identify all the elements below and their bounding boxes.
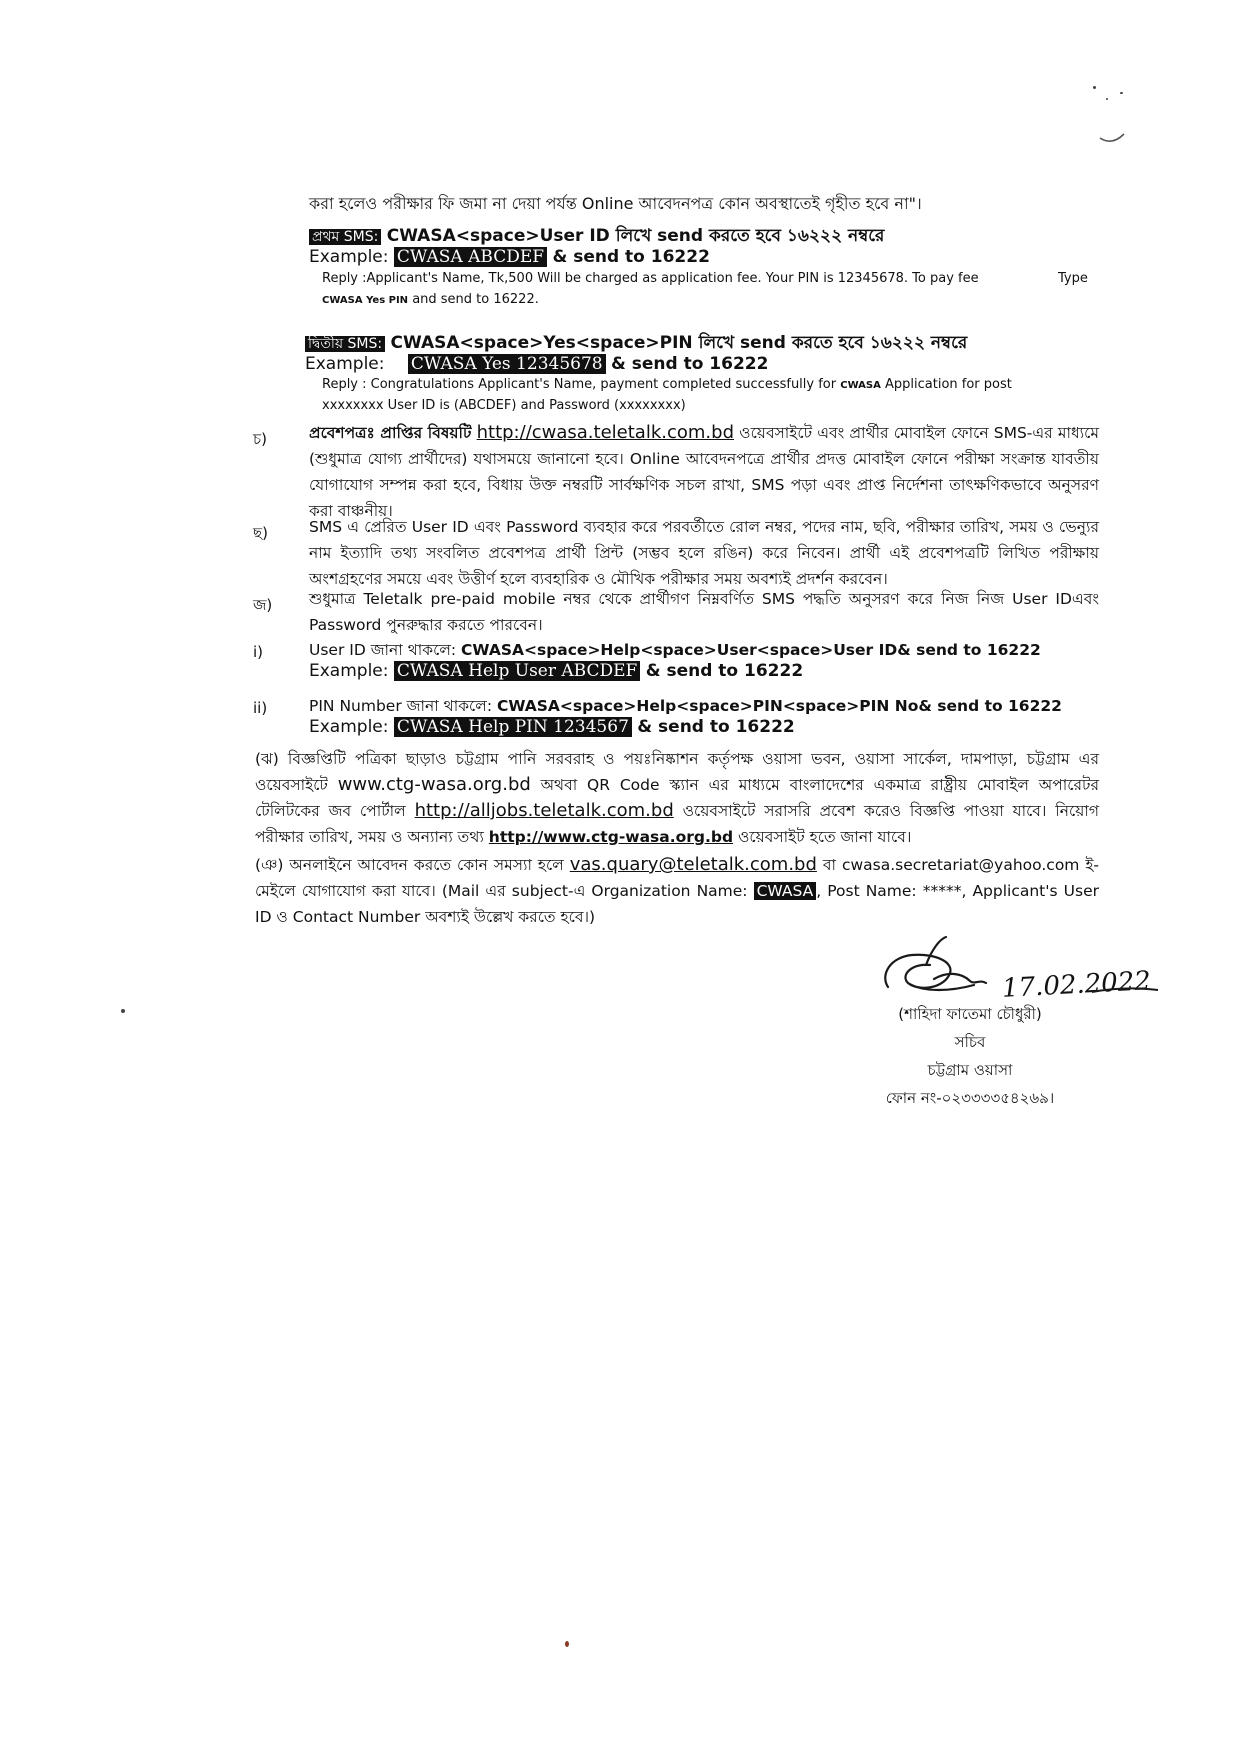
scan-speck: [121, 1009, 125, 1013]
signature-underline: [1090, 984, 1160, 996]
item-i-example-code: CWASA Help User ABCDEF: [394, 661, 640, 681]
item-jha-text3: ওয়েবসাইটে সরাসরি প্রবেশ করেও বিজ্ঞপ্তি পাওয়া যাবে। নিয়োগ পরীক্ষার তারিখ, সময় ও অন্যান্য তথ্য: [255, 802, 1100, 846]
vas-quary-email[interactable]: vas.quary@teletalk.com.bd: [569, 854, 817, 875]
scan-speck: [1093, 86, 1096, 89]
sms2-reply-brand: CWASA: [840, 380, 881, 391]
sms2-label: দ্বিতীয় SMS:: [305, 336, 385, 352]
item-ii-cmd: CWASA<space>Help<space>PIN<space>PIN No& send to 16222: [496, 697, 1062, 715]
item-i-prefix: User ID জানা থাকলে:: [309, 641, 457, 659]
sms1-instruction: CWASA<space>User ID লিখে send করতে হবে ১৬২২২ নম্বরে: [386, 226, 885, 246]
sms2-reply-suffix: Application for post: [885, 377, 1012, 392]
signatory-phone: ফোন নং-০২৩৩৩৩৫৪২৬৯।: [885, 1089, 1055, 1107]
sms2-reply-line2: xxxxxxxx User ID is (ABCDEF) and Password (xxxxxxxx): [322, 398, 686, 413]
sms2-reply-line1: [322, 377, 1012, 392]
item-nya-text4: , Post Name: *****, Applicant's User ID ও Contact Number অবশ্যই উল্লেখ করতে হবে।): [255, 882, 1099, 926]
item-chha-marker: ছ): [253, 524, 268, 542]
signatory-title: সচিব: [954, 1033, 986, 1051]
item-ja-text: শুধুমাত্র Teletalk pre-paid mobile নম্বর থেকে প্রার্থীগণ নিম্নবর্ণিত SMS পদ্ধতি অনুসরণ করে নিজ নিজ User IDএবং Password পুনরুদ্ধার করতে পারবেন।: [309, 590, 1099, 634]
sms2-reply-prefix: Reply : Congratulations Applicant's Name, payment completed successfully for: [322, 377, 837, 392]
sms1-example-suffix: & send to 16222: [552, 247, 710, 267]
org-name-cwasa: CWASA: [754, 882, 817, 900]
item-cha-marker: চ): [253, 430, 267, 448]
scan-speck: [1106, 98, 1108, 100]
item-cha-body: ওয়েবসাইটে এবং প্রার্থীর মোবাইল ফোনে SMS-এর মাধ্যমে (শুধুমাত্র যোগ্য প্রার্থীদের) যথাসময়ে জানানো হবে। Online আবেদনপত্রে প্রার্থীর প্রদত্ত মোবাইল ফোনে পরীক্ষা সংক্রান্ত যাবতীয় যোগাযোগ সম্পন্ন করা হবে, বিধায় উক্ত নম্বরটি সার্বক্ষণিক সচল রাখা, SMS পড়া এবং প্রাপ্ত নির্দেশনা তাৎক্ষণিকভাবে অনুসরণ করা বাঞ্চনীয়।: [309, 424, 1099, 520]
sms1-example-label: Example:: [309, 247, 389, 267]
item-nya-text3: ই-মেইলে যোগাযোগ করা যাবে। (Mail এর subject-এ Organization Name:: [255, 856, 1100, 900]
item-nya-text2: বা: [822, 856, 836, 874]
sms1-example-code: CWASA ABCDEF: [394, 247, 547, 267]
sms1-reply-suffix: and send to 16222.: [412, 292, 539, 307]
item-jha-text4: ওয়েবসাইট হতে জানা যাবে।: [738, 828, 912, 846]
signatory-name: (শাহিদা ফাতেমা চৌধুরী): [898, 1005, 1042, 1023]
item-jha-text1: (ঝ) বিজ্ঞপ্তিটি পত্রিকা ছাড়াও চট্টগ্রাম পানি সরবরাহ ও পয়ঃনিষ্কাশন কর্তৃপক্ষ ওয়াসা ভবন, ওয়াসা সার্কেল, দামপাড়া, চট্টগ্রাম এর ওয়েবসাইটে: [255, 750, 1099, 794]
item-ii-marker: ii): [253, 699, 268, 717]
sms2-example-line: [305, 354, 768, 374]
sms2-example-code: CWASA Yes 12345678: [408, 354, 606, 374]
sms1-reply-type: Type: [1058, 271, 1088, 286]
item-cha-text: [309, 420, 1099, 524]
signature-scribble: [878, 935, 1008, 1003]
signatory-org: চট্টগ্রাম ওয়াসা: [927, 1061, 1013, 1079]
item-i-example-label: Example:: [309, 661, 389, 681]
ctg-wasa-link[interactable]: http://www.ctg-wasa.org.bd: [488, 828, 734, 846]
signature-date: 17.02.2022: [1001, 966, 1152, 1004]
item-ii-example-code: CWASA Help PIN 1234567: [394, 717, 632, 737]
item-i-marker: i): [253, 643, 264, 661]
signature-block: [860, 1000, 1080, 1112]
sms1-reply-line2: [322, 292, 539, 307]
item-i-cmd: CWASA<space>Help<space>User<space>User ID& send to 16222: [461, 641, 1041, 659]
intro-line: করা হলেও পরীক্ষার ফি জমা না দেয়া পর্যন্ত Online আবেদনপত্র কোন অবস্থাতেই গৃহীত হবে না"।: [309, 194, 922, 213]
sms2-instruction: CWASA<space>Yes<space>PIN লিখে send করতে হবে ১৬২২২ নম্বরে: [390, 333, 968, 353]
item-ii-example-line: [309, 717, 795, 737]
item-jha-text: [255, 746, 1099, 850]
sms1-example-line: [309, 247, 710, 267]
item-cha-lead: প্রবেশপত্রঃ প্রাপ্তির বিষয়টি: [309, 424, 472, 442]
scan-speck: [565, 1641, 569, 1647]
item-ii-example-label: Example:: [309, 717, 389, 737]
item-nya-text: [255, 852, 1099, 930]
sms2-example-suffix: & send to 16222: [611, 354, 769, 374]
item-ii-prefix: PIN Number জানা থাকলে:: [309, 697, 493, 715]
alljobs-teletalk-link[interactable]: http://alljobs.teletalk.com.bd: [414, 800, 674, 821]
item-jha-text2: অথবা QR Code স্ক্যান এর মাধ্যমে বাংলাদেশের একমাত্র রাষ্ট্রীয় মোবাইল অপারেটর টেলিটকের জব পোর্টাল: [255, 776, 1099, 820]
item-chha-text: SMS এ প্রেরিত User ID এবং Password ব্যবহার করে পরবর্তীতে রোল নম্বর, পদের নাম, ছবি, পরীক্ষার তারিখ, সময় ও ভেন্যুর নাম ইত্যাদি তথ্য সংবলিত প্রবেশপত্র প্রার্থী প্রিন্ট (সম্ভব হলে রঙিন) করে নিবেন। প্রার্থী এই প্রবেশপত্রটি লিখিত পরীক্ষায় অংশগ্রহণের সময়ে এবং উত্তীর্ণ হলে ব্যবহারিক ও মৌখিক পরীক্ষার সময় অবশ্যই প্রদর্শন করবেন।: [309, 518, 1099, 588]
sms2-example-label: Example:: [305, 354, 385, 374]
item-i-example-line: [309, 661, 803, 681]
cwasa-secretariat-email[interactable]: cwasa.secretariat@yahoo.com: [841, 856, 1080, 874]
sms1-label: প্রথম SMS:: [309, 229, 381, 245]
cwasa-teletalk-link[interactable]: http://cwasa.teletalk.com.bd: [476, 422, 734, 443]
item-nya-text1: (ঞ) অনলাইনে আবেদন করতে কোন সমস্যা হলে: [255, 856, 564, 874]
item-ii-example-suffix: & send to 16222: [637, 717, 795, 737]
item-i-example-suffix: & send to 16222: [645, 661, 804, 681]
sms1-reply-code: CWASA Yes PIN: [322, 295, 409, 306]
scan-mark: [1098, 132, 1126, 146]
ctg-wasa-site[interactable]: www.ctg-wasa.org.bd: [337, 774, 531, 795]
sms1-reply-line1: [322, 271, 979, 286]
sms1-reply-text: Reply :Applicant's Name, Tk,500 Will be charged as application fee. Your PIN is 12345678. To pay fee: [322, 271, 979, 286]
scan-speck: [1120, 92, 1123, 94]
item-ja-marker: জ): [253, 596, 273, 614]
